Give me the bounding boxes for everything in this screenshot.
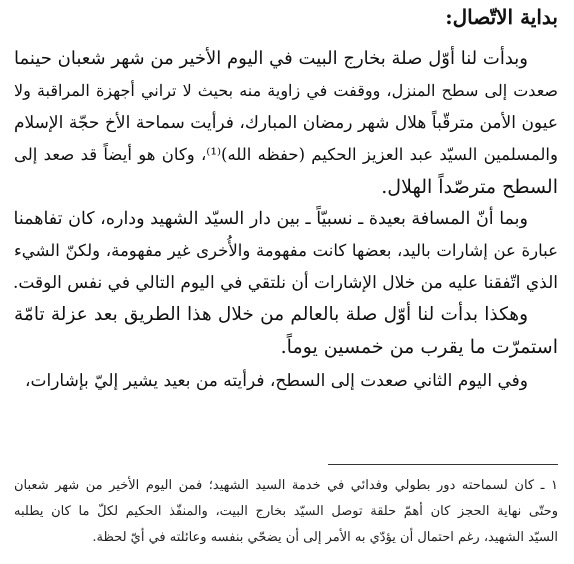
paragraph-1-line-2: صعدت إلى سطح المنزل، ووقفت في زاوية منه بحيث لا تراني أجهزة المراقبة ولا [14, 81, 559, 100]
paragraph-2-line-3: الذي اتّفقنا عليه من خلال الإشارات أن نلتقي في اليوم التالي في نفس الوقت. [12, 273, 558, 293]
section-heading: بداية الاتّصال: [445, 5, 558, 29]
footnote-divider [328, 464, 558, 465]
paragraph-1-line-1: وبدأت لنا أوّل صلة بخارج البيت في اليوم الأخير من شهر شعبان حينما [14, 48, 528, 69]
paragraph-1-line-4: والمسلمين السيّد عبد العزيز الحكيم (حفظه الله)⁽¹⁾، وكان هو أيضاً قد صعد إلى [14, 145, 558, 164]
footnote-line-1: ١ ـ كان لسماحته دور بطولي وفدائي في خدمة السيد الشهيد؛ فمن اليوم الأخير من شهر شعبان [14, 478, 558, 493]
paragraph-3-line-1: وهكذا بدأت لنا أوّل صلة بالعالم من خلال هذا الطريق بعد عزلة تامّة [14, 304, 528, 325]
footnote-line-2: وحتّى نهاية الحجز كان أهمّ حلقة توصل السيّد بخارج البيت، والمنفّذ الحكيم لكلّ ما كان يطلبه [14, 504, 558, 519]
footnote-line-3: السيّد الشهيد، رغم احتمال أن يؤدّي به الأمر إلى أن يضحّي بنفسه وعائلته في أيّ لحظة. [92, 530, 558, 545]
paragraph-3-line-2: استمرّت ما يقرب من خمسين يوماً. [280, 336, 558, 358]
paragraph-2-line-2: عبارة عن إشارات باليد، بعضها كانت مفهومة والأُخرى غير مفهومة، ولكنّ الشيء [14, 241, 558, 260]
paragraph-2-line-1: وبما أنّ المسافة بعيدة ـ نسبيّاً ـ بين دار السيّد الشهيد وداره، كان تفاهمنا [13, 209, 528, 229]
paragraph-1-line-5: السطح مترصّداً الهلال. [381, 176, 558, 198]
paragraph-4-line-1: وفي اليوم الثاني صعدت إلى السطح، فرأيته من بعيد يشير إليّ بإشارات، [25, 371, 528, 391]
paragraph-1-line-3: عيون الأمن مترقّباً هلال شهر رمضان المبارك، فرأيت سماحة الأخ حجّة الإسلام [14, 113, 558, 133]
